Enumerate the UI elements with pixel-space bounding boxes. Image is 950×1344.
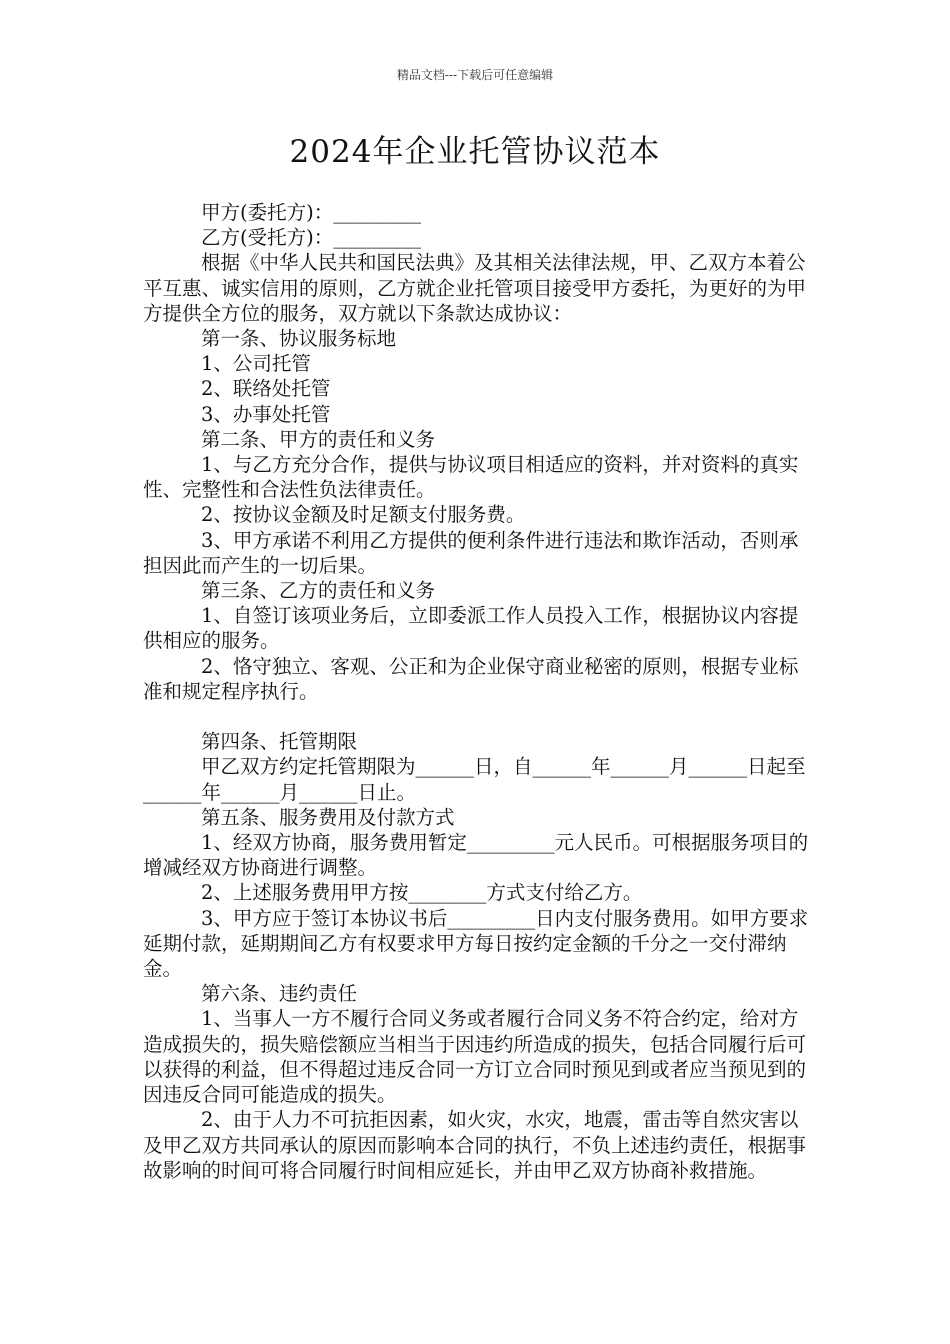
article-5-item-2: 2、上述服务费用甲方按________方式支付给乙方。 — [201, 881, 643, 905]
article-5-item-1: 1、经双方协商，服务费用暂定_________元人民币。可根据服务项目的增减经双方协商进行调整。 — [143, 831, 809, 880]
header-note: 精品文档---下载后可任意编辑 — [396, 68, 554, 82]
article-6-item-1: 1、当事人一方不履行合同义务或者履行合同义务不符合约定，给对方造成损失的，损失赔偿额应当相当于因违约所造成的损失，包括合同履行后可以获得的利益，但不得超过违反合同一方订立合同时预见到或者应当预见到的因违反合同可能造成的损失。 — [143, 1007, 807, 1107]
article-3-heading: 第三条、乙方的责任和义务 — [201, 579, 436, 603]
article-1-item-1: 1、公司托管 — [201, 352, 311, 376]
article-5-item-3: 3、甲方应于签订本协议书后_________日内支付服务费用。如甲方要求延期付款，延期期间乙方有权要求甲方每日按约定金额的千分之一交付滞纳金。 — [143, 906, 809, 981]
article-2-heading: 第二条、甲方的责任和义务 — [201, 427, 436, 451]
article-4-text: 甲乙双方约定托管期限为______日，自______年______月______日起至______年______月______日止。 — [143, 755, 806, 804]
article-3-item-1: 1、自签订该项业务后，立即委派工作人员投入工作，根据协议内容提供相应的服务。 — [143, 604, 799, 653]
document-body — [143, 200, 815, 1183]
article-2-item-2: 2、按协议金额及时足额支付服务费。 — [201, 503, 526, 527]
article-1-item-3: 3、办事处托管 — [201, 402, 331, 426]
preamble-paragraph: 根据《中华人民共和国民法典》及其相关法律法规，甲、乙双方本着公平互惠、诚实信用的原则，乙方就企业托管项目接受甲方委托，为更好的为甲方提供全方位的服务，双方就以下条款达成协议： — [143, 251, 807, 325]
article-4-heading: 第四条、托管期限 — [201, 730, 358, 754]
article-3-item-2: 2、恪守独立、客观、公正和为企业保守商业秘密的原则，根据专业标准和规定程序执行。 — [143, 654, 799, 703]
blank-line — [143, 704, 815, 729]
document-title: 2024年企业托管协议范本 — [289, 134, 661, 170]
article-5-heading: 第五条、服务费用及付款方式 — [201, 805, 455, 829]
article-2-item-3: 3、甲方承诺不利用乙方提供的便利条件进行违法和欺诈活动，否则承担因此而产生的一切后果。 — [143, 528, 799, 577]
article-1-heading: 第一条、协议服务标地 — [201, 327, 397, 351]
party-a-line: 甲方(委托方)：_________ — [201, 201, 421, 224]
article-6-item-2: 2、由于人力不可抗拒因素，如火灾，水灾，地震，雷击等自然灾害以及甲乙双方共同承认的原因而影响本合同的执行，不负上述违约责任，根据事故影响的时间可将合同履行时间相应延长，并由甲乙双方协商补救措施。 — [143, 1108, 807, 1182]
article-6-heading: 第六条、违约责任 — [201, 982, 358, 1006]
article-2-item-1: 1、与乙方充分合作，提供与协议项目相适应的资料，并对资料的真实性、完整性和合法性负法律责任。 — [143, 453, 799, 502]
article-1-item-2: 2、联络处托管 — [201, 377, 331, 401]
party-b-line: 乙方(受托方)：_________ — [201, 226, 421, 250]
